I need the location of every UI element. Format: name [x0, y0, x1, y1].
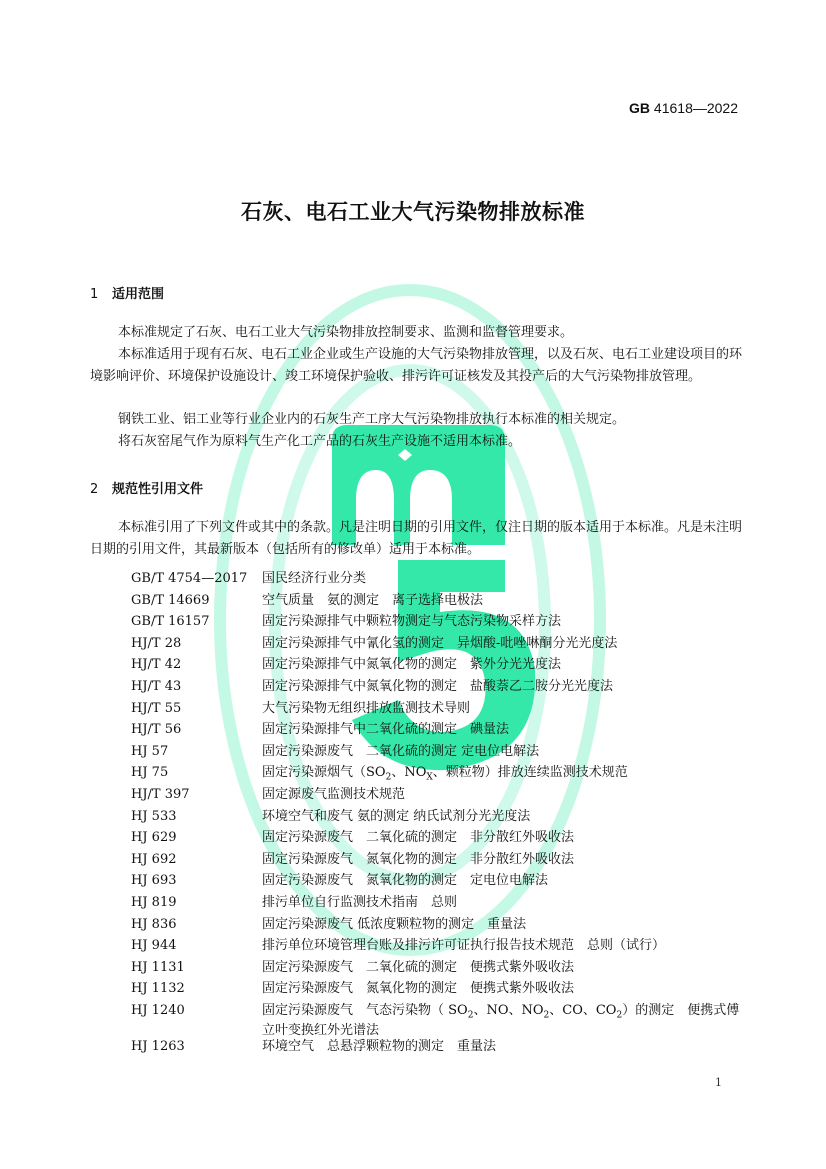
reference-code: GB/T 14669: [131, 592, 210, 608]
reference-name: 环境空气 总悬浮颗粒物的测定 重量法: [262, 1038, 497, 1054]
reference-row: [0, 614, 826, 636]
reference-row: [0, 873, 826, 895]
reference-name: 固定污染源排气中氮氧化物的测定 盐酸萘乙二胺分光光度法: [262, 678, 614, 694]
reference-name: 固定污染源废气 氮氧化物的测定 便携式紫外吸收法: [262, 981, 575, 997]
subscript: 2: [467, 1010, 474, 1021]
reference-name-part: 固定污染源废气 气态污染物（ SO: [262, 1002, 468, 1018]
reference-name-part: 、颗粒物）排放连续监测技术规范: [432, 765, 628, 781]
reference-row: [0, 1039, 826, 1061]
reference-row: [0, 744, 826, 766]
reference-code: HJ 944: [131, 938, 177, 954]
paragraph: 将石灰窑尾气作为原料气生产化工产品的石灰生产设施不适用本标准。: [118, 434, 522, 449]
reference-row: [0, 830, 826, 852]
reference-code: HJ 533: [131, 808, 177, 824]
reference-row: [0, 938, 826, 960]
paragraph: 钢铁工业、铝工业等行业企业内的石灰生产工序大气污染物排放执行本标准的相关规定。: [118, 412, 626, 427]
reference-row: [0, 657, 826, 679]
reference-name: 环境空气和废气 氨的测定 纳氏试剂分光光度法: [262, 808, 531, 824]
section-title: 规范性引用文件: [112, 482, 204, 497]
standard-prefix: GB: [629, 100, 651, 116]
reference-code: HJ 1263: [131, 1038, 185, 1054]
reference-name-part: 、CO、CO: [549, 1002, 617, 1018]
subscript: X: [426, 772, 433, 783]
reference-list: [0, 571, 826, 1060]
reference-name: 国民经济行业分类: [262, 571, 367, 586]
reference-name: 固定污染源排气中氰化氢的测定 异烟酸-吡唑啉酮分光光度法: [262, 635, 618, 651]
reference-name: 排污单位自行监测技术指南 总则: [262, 894, 458, 910]
reference-code: HJ 629: [131, 830, 177, 846]
section-2-heading: [90, 478, 203, 497]
document-title: 石灰、电石工业大气污染物排放标准: [241, 200, 585, 224]
reference-row: [0, 960, 826, 982]
reference-row: [0, 917, 826, 939]
reference-code: HJ 57: [131, 743, 169, 759]
reference-row: [0, 722, 826, 744]
reference-row: [0, 981, 826, 1003]
standard-code: [629, 100, 738, 116]
reference-row: [0, 895, 826, 917]
reference-code: HJ/T 397: [131, 786, 190, 802]
reference-row: [0, 701, 826, 723]
reference-name: 排污单位环境管理台账及排污许可证执行报告技术规范 总则（试行）: [262, 938, 666, 954]
reference-name: 空气质量 氨的测定 离子选择电极法: [262, 592, 484, 608]
section-title: 适用范围: [112, 287, 165, 302]
reference-code: HJ/T 55: [131, 700, 182, 716]
reference-name: 固定污染源废气 氮氧化物的测定 非分散红外吸收法: [262, 851, 575, 867]
subscript: 2: [543, 1010, 550, 1021]
reference-name-part: 固定污染源烟气（SO: [262, 765, 386, 781]
reference-code: HJ 836: [131, 916, 177, 932]
standard-number: 41618—2022: [653, 100, 738, 116]
subscript: 2: [385, 772, 392, 783]
reference-name-part: 、NO: [391, 765, 427, 781]
reference-code: HJ 1131: [131, 959, 185, 975]
reference-name-part: ）的测定 便携式傅立叶变换红外光谱法: [262, 1002, 740, 1039]
reference-row: [0, 636, 826, 658]
reference-name: 固定污染源排气中颗粒物测定与气态污染物采样方法: [262, 614, 562, 630]
reference-name: 固定污染源废气 低浓度颗粒物的测定 重量法: [262, 916, 527, 932]
reference-name: [262, 1003, 742, 1040]
reference-code: HJ/T 42: [131, 657, 182, 673]
reference-name: 固定污染源废气 二氧化硫的测定 定电位电解法: [262, 743, 540, 759]
reference-code: HJ 75: [131, 765, 169, 781]
reference-code: HJ 692: [131, 851, 177, 867]
reference-name: 固定源废气监测技术规范: [262, 786, 406, 802]
reference-code: HJ/T 56: [131, 722, 182, 738]
paragraph: 本标准引用了下列文件或其中的条款。凡是注明日期的引用文件，仅注日期的版本适用于本标准。凡是未注明日期的引用文件，其最新版本（包括所有的修改单）适用于本标准。: [90, 520, 743, 557]
reference-name-part: 、NO、NO: [473, 1002, 544, 1018]
reference-row: [0, 1003, 826, 1039]
section-1-heading: [90, 283, 164, 302]
section-number: 1: [90, 287, 99, 302]
reference-row: [0, 852, 826, 874]
reference-code: HJ/T 28: [131, 635, 182, 651]
reference-name: 大气污染物无组织排放监测技术导则: [262, 700, 471, 716]
reference-name: 固定污染源废气 二氧化硫的测定 非分散红外吸收法: [262, 830, 575, 846]
subscript: 2: [616, 1010, 623, 1021]
paragraph: 本标准适用于现有石灰、电石工业企业或生产设施的大气污染物排放管理，以及石灰、电石工业建设项目的环境影响评价、环境保护设施设计、竣工环境保护验收、排污许可证核发及其投产后的大气污染物排放管理。: [90, 347, 743, 384]
reference-name: 固定污染源废气 氮氧化物的测定 定电位电解法: [262, 873, 549, 889]
reference-row: [0, 593, 826, 615]
reference-code: GB/T 16157: [131, 614, 210, 630]
paragraph: 本标准规定了石灰、电石工业大气污染物排放控制要求、监测和监督管理要求。: [118, 325, 574, 340]
reference-row: [0, 787, 826, 809]
section-number: 2: [90, 482, 99, 497]
reference-code: HJ 1240: [131, 1002, 185, 1018]
page-number: 1: [715, 1076, 722, 1089]
reference-code: HJ 1132: [131, 981, 185, 997]
reference-code: HJ 693: [131, 873, 177, 889]
reference-name: 固定污染源排气中二氧化硫的测定 碘量法: [262, 722, 510, 738]
reference-name: 固定污染源排气中氮氧化物的测定 紫外分光光度法: [262, 657, 562, 673]
reference-row: [0, 679, 826, 701]
reference-row: [0, 765, 826, 787]
reference-code: HJ 819: [131, 894, 177, 910]
reference-code: GB/T 4754—2017: [131, 571, 248, 586]
reference-code: HJ/T 43: [131, 678, 182, 694]
reference-row: [0, 571, 826, 593]
reference-row: [0, 809, 826, 831]
reference-name: 固定污染源废气 二氧化硫的测定 便携式紫外吸收法: [262, 959, 575, 975]
reference-name: [262, 765, 742, 786]
